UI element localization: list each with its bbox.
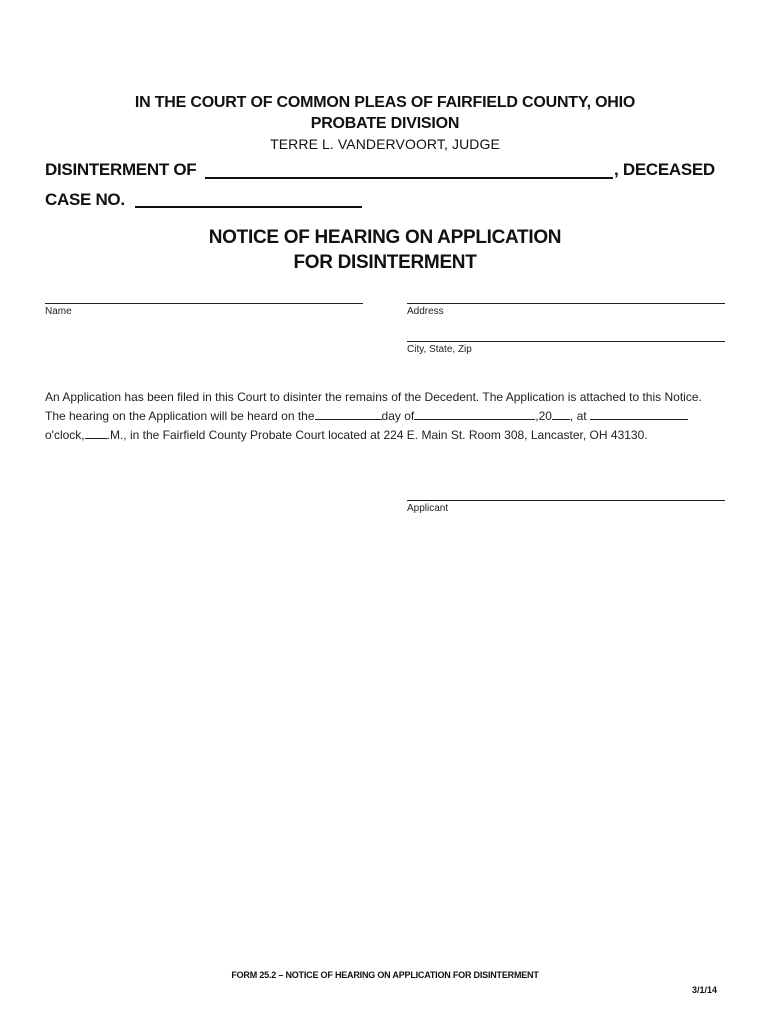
document-title-line1: NOTICE OF HEARING ON APPLICATION <box>208 227 562 248</box>
hearing-text-part4: , at <box>569 409 587 423</box>
am-pm-field[interactable] <box>85 426 107 439</box>
body-paragraph-line2 <box>45 406 688 426</box>
hearing-year-field[interactable] <box>552 407 570 420</box>
document-title-line2: FOR DISINTERMENT <box>293 252 477 273</box>
name-label: Name <box>45 306 72 317</box>
recipient-name-field[interactable] <box>45 303 363 304</box>
case-no-label: CASE NO. <box>45 190 125 209</box>
recipient-city-state-zip-field[interactable] <box>407 341 725 342</box>
disinterment-of-label: DISINTERMENT OF <box>45 160 197 179</box>
hearing-time-field[interactable] <box>590 407 688 420</box>
address-label: Address <box>407 306 444 317</box>
form-footer-title: FORM 25.2 – NOTICE OF HEARING ON APPLICATION FOR DISINTERMENT <box>231 970 539 980</box>
recipient-address-field[interactable] <box>407 303 725 304</box>
judge-name: TERRE L. VANDERVOORT, JUDGE <box>270 136 500 152</box>
hearing-text-part3: ,20 <box>535 409 552 423</box>
hearing-month-field[interactable] <box>414 407 535 420</box>
deceased-label: , DECEASED <box>614 160 715 179</box>
oclock-text: o'clock, <box>45 428 85 442</box>
form-revision-date: 3/1/14 <box>692 985 718 995</box>
city-state-zip-label: City, State, Zip <box>407 344 472 355</box>
body-paragraph-line1: An Application has been filed in this Court to disinter the remains of the Decedent. The Application is attached to this Notice. <box>45 390 702 404</box>
hearing-day-field[interactable] <box>315 407 382 420</box>
hearing-text-part2: day of <box>381 409 415 423</box>
case-number-field[interactable] <box>135 206 362 208</box>
court-name: IN THE COURT OF COMMON PLEAS OF FAIRFIELD COUNTY, OHIO <box>134 94 636 111</box>
applicant-signature-field[interactable] <box>407 500 725 501</box>
decedent-name-field[interactable] <box>205 177 613 179</box>
court-location-text: .M., in the Fairfield County Probate Court located at 224 E. Main St. Room 308, Lancaster, OH 43130. <box>106 428 648 442</box>
hearing-text-part1: The hearing on the Application will be heard on the <box>45 409 315 423</box>
division-name: PROBATE DIVISION <box>310 115 460 132</box>
body-paragraph-line3 <box>45 425 648 445</box>
applicant-label: Applicant <box>407 503 449 514</box>
